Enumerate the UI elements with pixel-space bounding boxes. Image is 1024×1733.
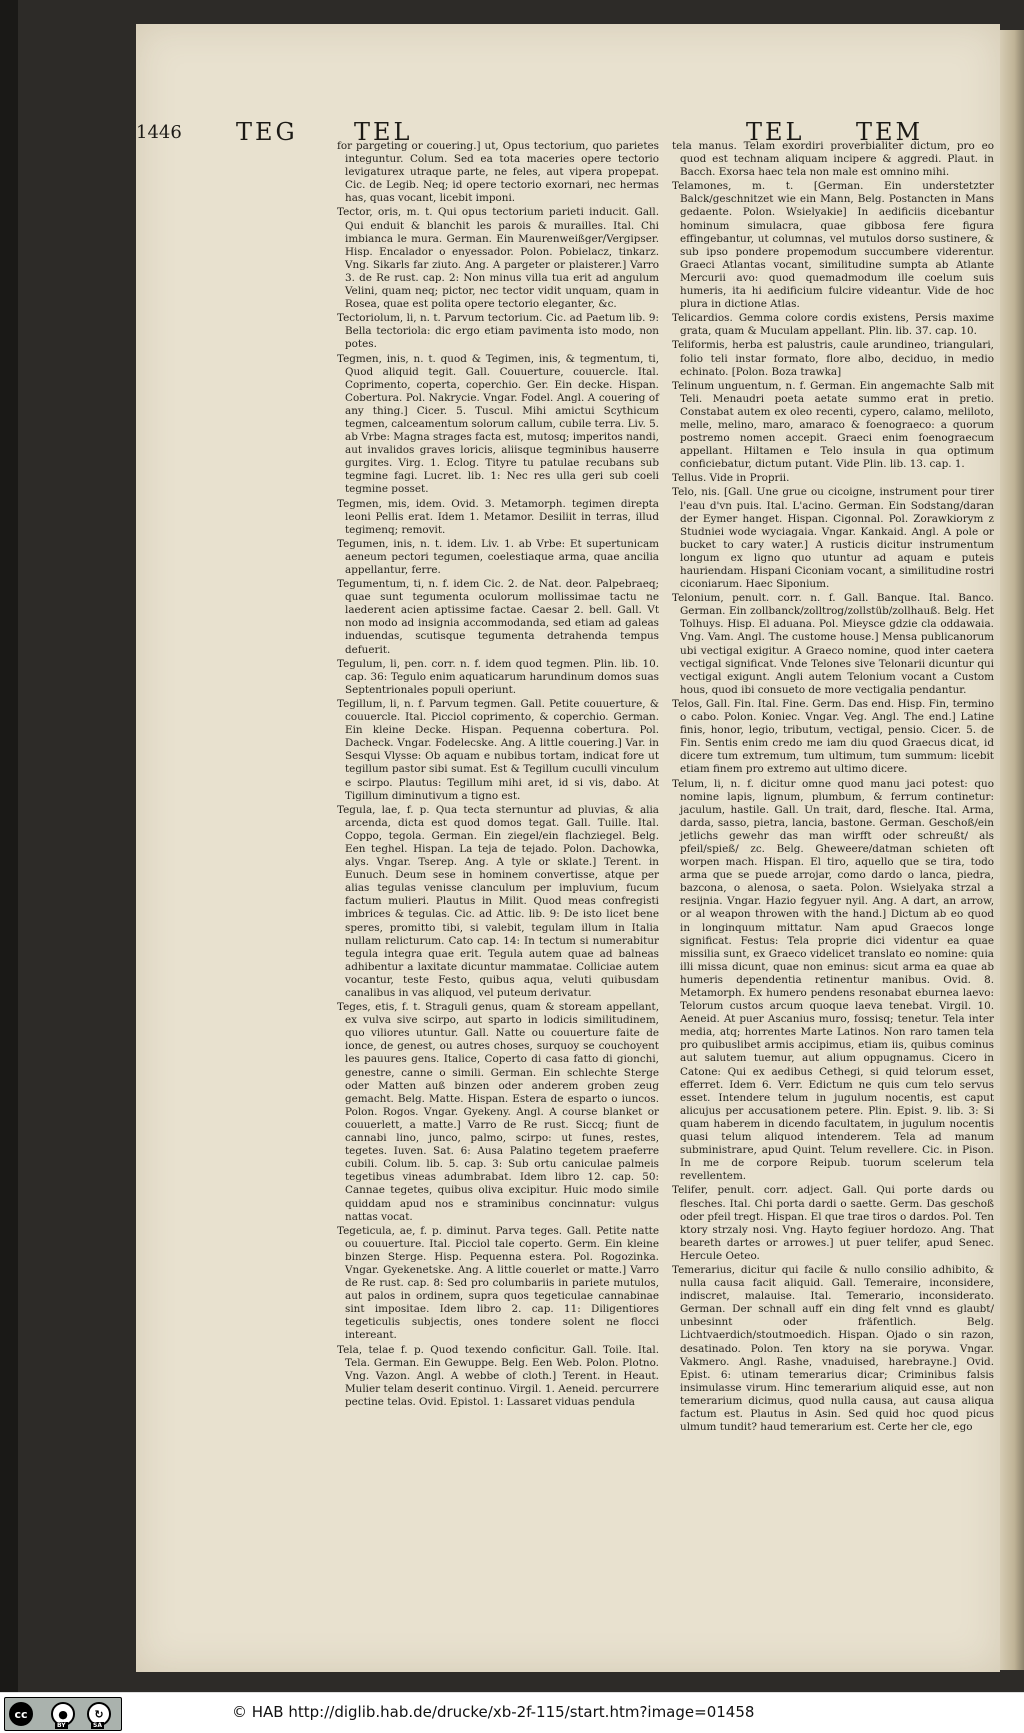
dictionary-entry: Telicardios. Gemma colore cordis existens, Persis maxime grata, quam & Muculam appellant. Plin. lib. 37. cap. 10. (672, 312, 994, 338)
dictionary-entry: Teges, etis, f. t. Straguli genus, quam & stoream appellant, ex vulva sive scirpo, aut sparto in lodicis similitudinem, quo viliores utuntur. Gall. Natte ou couuerture faite de ionce, de genest, ou autres choses, surquoy se couchoyent les pauures gens. Italice, Coperto di casa fatto di gionchi, genestre, canne o simili. German. Ein schlechte Sterge oder Matten auß binzen oder anderem groben zeug gemacht. Belg. Matte. Hispan. Estera de esparto o iuncos. Polon. Rogos. Vngar. Gyekeny. Angl. A course blanket or couuerlett, a matte.] Varro de Re rust. Siccq; fiunt de cannabi lino, junco, palmo, scirpo: ut funes, restes, tegetes. Iuven. Sat. 6: Ausa Palatino tegetem praeferre cubili. Colum. lib. 5. cap. 3: Sub ortu caniculae palmeis tegetibus vineas adumbrabat. Idem libro 12. cap. 50: Cannae tegetes, quibus oliva excipitur. Huic modo simile quiddam apud nos e straminibus concinnatur: vulgus nattas vocat. (337, 1001, 659, 1223)
running-head-word: TEL (746, 118, 805, 146)
creative-commons-license-badge[interactable] (4, 1697, 122, 1731)
dictionary-entry: Tector, oris, m. t. Qui opus tectorium parieti inducit. Gall. Qui enduit & blanchit les parois & murailles. Ital. Chi imbianca le mura. German. Ein Maurenweißger/Vergipser. Hisp. Encalador o enyessador. Polon. Pobielacz, tinkarz. Vng. Sikarls far ziuto. Ang. A pargeter or plaisterer.] Varro 3. de Re rust. cap. 2: Non minus villa tua erit ad angulum Velini, quam neq; pictor, nec tector vidit unquam, quam in Rosea, quae est polita opere tectorio eleganter, &c. (337, 206, 659, 311)
dictionary-entry: Tegillum, li, n. f. Parvum tegmen. Gall. Petite couuerture, & couuercle. Ital. Picciol coprimento, & coperchio. German. Ein kleine Decke. Hispan. Pequenna cobertura. Pol. Dacheck. Vngar. Fodelecske. Ang. A little couering.] Var. in Sesqui Vlysse: Ob aquam e nubibus tortam, indicat fore ut tegillum pastor sibi sumat. Est & Tegillum cuculli vinculum e scirpo. Plautus: Tegillum mihi aret, id si vis, dabo. At Tigillum diminutivum a tigno est. (337, 697, 659, 802)
attribution-person-icon: ● (51, 1702, 75, 1726)
cc-icon: cc (9, 1702, 33, 1726)
dictionary-entry: Temerarius, dicitur qui facile & nullo consilio adhibito, & nulla causa facit aliquid. Gall. Temeraire, inconsidere, indiscret, malauise. Ital. Temerario, inconsiderato. German. Der schnall auff ein ding felt vnnd es glaubt/ unbesinnt oder fräfentlich. Belg. Lichtvaerdich/stoutmoedich. Hispan. Ojado o sin razon, desatinado. Polon. Ten ktory na sie porywa. Vngar. Vakmero. Angl. Rashe, vnaduised, harebrayne.] Ovid. Epist. 6: utinam temerarius dicar; Criminibus falsis insimulasse virum. Hinc temerarium aliquid esse, aut non temerarium dicimus, quod nulla causa, aut causa aliqua factum est. Plautus in Asin. Sed quid hoc quod picus ulmum tundit? haud temerarium est. Certe her cle, ego (672, 1263, 994, 1434)
page-fore-edge (1000, 30, 1024, 1670)
dictionary-entry: Tegula, lae, f. p. Qua tecta sternuntur ad pluvias, & alia arcenda, dicta est quod domos tegat. Gall. Tuille. Ital. Coppo, tegola. German. Ein ziegel/ein flachziegel. Belg. Een teghel. Hispan. La teja de tejado. Polon. Dachowka, alys. Vngar. Tserep. Ang. A tyle or sklate.] Terent. in Eunuch. Deum sese in hominem convertisse, atque per alias tegulas venisse clanculum per impluvium, fucum factum mulieri. Plautus in Milit. Quod meas confregisti imbrices & tegulas. Cic. ad Attic. lib. 9: De isto licet bene speres, promitto tibi, si valebit, tegulam illum in Italia nullam relicturum. Cato cap. 14: In tectum si numerabitur tegula integra quae erit. Tegula autem quae ad balneas adhibentur a laxitate dicuntur mammatae. Colliciae autem vocantur, teste Festo, quibus aqua, veluti quibusdam canalibus in vas aliquod, vel puteum derivatur. (337, 803, 659, 999)
dictionary-entry: Tegmen, mis, idem. Ovid. 3. Metamorph. tegimen direpta leoni Pellis erat. Idem 1. Metamor. Desiliit in terras, illud tegimenq; removit. (337, 497, 659, 536)
dictionary-entry: Telo, nis. [Gall. Une grue ou cicoigne, instrument pour tirer l'eau d'vn puis. Ital. L'acino. German. Ein Sodstang/daran der Eymer hanget. Hispan. Cigonnal. Pol. Zorawkiorym z Studniei wode wyciagaia. Vngar. Kankaid. Angl. A pole or bucket to cary water.] A rusticis dicitur instrumentum longum ex ligno quo utuntur ad aquam e puteis hauriendam. Hispani Ciconiam vocant, a similitudine rostri ciconiarum. Haec Siponium. (672, 486, 994, 591)
left-column (337, 140, 659, 1408)
dictionary-entry: Tegmen, inis, n. t. quod & Tegimen, inis, & tegmentum, ti, Quod aliquid tegit. Gall. Couuerture, couuercle. Ital. Coprimento, coperta, coperchio. Ger. Ein decke. Hispan. Cobertura. Pol. Nakrycie. Vngar. Fodel. Angl. A couering of any thing.] Cicer. 5. Tuscul. Mihi amictui Scythicum tegmen, calceamentum solorum callum, cubile terra. Liv. 5. ab Vrbe: Magna strages facta est, mutosq; imperitos nandi, aut invalidos graves loricis, aliisque tegminibus hauserre gurgites. Virg. 1. Eclog. Tityre tu patulae recubans sub tegmine fagi. Lucret. lib. 1: Nec res ulla geri sub coeli tegmine posset. (337, 352, 659, 496)
badge-by-label: BY (57, 1722, 66, 1729)
running-head-word: TEL (354, 118, 413, 146)
share-alike-icon: ↻ (87, 1702, 111, 1726)
dictionary-entry: Tectoriolum, li, n. t. Parvum tectorium. Cic. ad Paetum lib. 9: Bella tectoriola: dic ergo etiam pavimenta isto modo, non potes. (337, 312, 659, 351)
dictionary-entry: tela manus. Telam exordiri proverbialiter dictum, pro eo quod est technam aliquam incipere & aggredi. Plaut. in Bacch. Exorsa haec tela non male est omnino mihi. (672, 140, 994, 179)
dictionary-entry: Telinum unguentum, n. f. German. Ein angemachte Salb mit Teli. Menaudri poeta aetate summo erat in pretio. Constabat autem ex oleo recenti, cypero, calamo, meliloto, melle, melino, maro, amaraco & foenograeco: a quorum postremo nomen accepit. Graeci enim foenograecum appellant. Hiltamen e Telo insula in qua optimum conficiebatur, dictum putant. Vide Plin. lib. 13. cap. 1. (672, 379, 994, 471)
dictionary-entry: Tegumen, inis, n. t. idem. Liv. 1. ab Vrbe: Et supertunicam aeneum pectori tegumen, coelestiaque arma, quae ancilia appellantur, ferre. (337, 537, 659, 576)
dictionary-entry: Tegeticula, ae, f. p. diminut. Parva teges. Gall. Petite natte ou couuerture. Ital. Picciol tale coperto. Germ. Ein kleine binzen Sterge. Hisp. Pequenna estera. Pol. Rogozinka. Vngar. Gyekenetske. Ang. A little couerlet or matte.] Varro de Re rust. cap. 8: Sed pro columbariis in pariete mutulos, aut palos in ordinem, supra quos tegeticulae cannabinae sint impositae. Idem libro 2. cap. 11: Diligentiores tegeticulis subjectis, ones tondere solent ne flocci intereant. (337, 1224, 659, 1342)
dictionary-entry: Tegulum, li, pen. corr. n. f. idem quod tegmen. Plin. lib. 10. cap. 36: Tegulo enim aquaticarum harundinum domos suas Septentrionales populi operiunt. (337, 657, 659, 696)
badge-sa-label: SA (93, 1722, 102, 1729)
page-number: 1446 (136, 122, 182, 143)
dictionary-entry: Telos, Gall. Fin. Ital. Fine. Germ. Das end. Hisp. Fin, termino o cabo. Polon. Koniec. Vngar. Veg. Angl. The end.] Latine finis, honor, legio, tributum, vectigal, pensio. Cicer. 5. de Fin. Sentis enim credo me iam diu quod Graecus dicat, id dicere tum extremum, tum ultimum, tum summum: licebit etiam finem pro extremo aut ultimo dicere. (672, 697, 994, 776)
footer-bar (0, 1692, 1024, 1733)
dictionary-entry: Tegumentum, ti, n. f. idem Cic. 2. de Nat. deor. Palpebraeq; quae sunt tegumenta oculorum mollissimae tactu ne laederent acien aptissime factae. Caesar 2. bell. Gall. Vt non modo ad insignia accommodanda, sed etiam ad galeas induendas, scutisque tegumenta detrahenda tempus defuerit. (337, 578, 659, 656)
dictionary-entry: for pargeting or couering.] ut, Opus tectorium, quo parietes integuntur. Colum. Sed ea tota maceries opere tectorio levigaturex utraque parte, ne feles, aut vipera propepat. Cic. de Legib. Neq; id opere tectorio exornari, nec hermas has, quas vocant, licebit imponi. (337, 140, 659, 205)
running-head-word: TEG (236, 118, 298, 146)
facing-page-edge (0, 0, 18, 1692)
dictionary-entry: Telonium, penult. corr. n. f. Gall. Banque. Ital. Banco. German. Ein zollbanck/zolltrog/zollstüb/zollhauß. Belg. Het Tolhuys. Hisp. El aduana. Pol. Mieysce gdzie cla oddawaia. Vng. Vam. Angl. The custome house.] Mensa publicanorum ubi vectigal exigitur. A Graeco nomine, quod inter caetera vectigal significat. Vnde Telones sive Telonarii dicuntur qui vectigal exigunt. Angli autem Telonium vocant a Custom hous, quod ibi consueto de more vectigalia pendantur. (672, 592, 994, 696)
dictionary-entry: Tellus. Vide in Proprii. (672, 472, 790, 485)
dictionary-entry: Telifer, penult. corr. adject. Gall. Qui porte dards ou flesches. Ital. Chi porta dardi o saette. Germ. Das geschoß oder pfeil tregt. Hispan. El que trae tiros o dardos. Pol. Ten ktory strzaly nosi. Vng. Hayto fegiuer hordozo. Ang. That beareth dartes or arrowes.] ut puer telifer, apud Senec. Hercule Oeteo. (672, 1184, 994, 1262)
dictionary-entry: Telamones, m. t. [German. Ein understetzter Balck/geschnitzet wie ein Mann, Belg. Postancten in Mans gedaente. Polon. Wsielyakie] In aedificiis dicebantur hominum simulacra, quae gibbosa fere figura effingebantur, ut columnas, vel mutulos dorso sustinere, & sub ipso pondere propemodum succumbere viderentur. Graeci Atlantas vocant, similitudine sumpta ab Atlante Mercurii avo: quod quemadmodum ille coelum suis humeris, ita hi aedificium fulcire videantur. Vide de hoc plura in dictione Atlas. (672, 180, 994, 311)
source-attribution-link[interactable]: © HAB http://diglib.hab.de/drucke/xb-2f-115/start.htm?image=01458 (232, 1703, 755, 1721)
dictionary-entry: Teliformis, herba est palustris, caule arundineo, triangulari, folio teli instar formato, flore albo, deciduo, in medio echinato. [Polon. Boza trawka] (672, 339, 994, 378)
dictionary-entry: Telum, li, n. f. dicitur omne quod manu jaci potest: quo nomine lapis, lignum, plumbum, & ferrum continetur: jaculum, hastile. Gall. Un trait, dard, flesche. Ital. Arma, darda, sasso, pietra, lancia, bastone. German. Geschoß/ein jetlichs gewehr das man wirfft oder schreußt/ als pfeil/spieß/ zc. Belg. Gheweere/datman schieten oft worpen mach. Hispan. El tiro, aquello que se tira, todo arma que se puede arrojar, como dardo o lanca, piedra, bazcona, o alenosa, o saeta. Polon. Wsielyaka strzal a resijnia. Vngar. Hazio fegyuer nyil. Ang. A dart, an arrow, or al weapon throwen with the hand.] Dictum ab eo quod in longinquum mittatur. Nam apud Graecos longe significat. Festus: Tela proprie dici videntur ea quae missilia sunt, ex Graeco videlicet translato eo nomine: quia illi missa dicunt, quae non eminus: sicut arma ea quae ab humeris dependentia retinentur manibus. Ovid. 8. Metamorph. Ex humero pendens resonabat eburnea laevo: Telorum custos arcum quoque laeva tenebat. Virgil. 10. Aeneid. At puer Ascanius muro, fossisq; tenetur. Tela inter media, atq; horrentes Marte Latinos. Non raro tamen tela pro quibuslibet armis accipimus, etiam iis, quibus cominus aut salutem tuemur, aut alium oppugnamus. Cicero in Catone: Qui ex aedibus Cethegi, si quid telorum esset, efferret. Idem 6. Verr. Edictum ne quis cum telo servus esset. Intendere telum in jugulum nocentis, est caput alicujus per accusationem petere. Plin. Epist. 9. lib. 3: Si quam haberem in dicendo facultatem, in jugulum nocentis quasi telum aliquod intenderem. Tela ad manum subministrare, apud Quint. Telum revellere. Cic. in Pison. In me de corpore Reipub. tuorum scelerum tela revellentem. (672, 777, 994, 1183)
dictionary-entry: Tela, telae f. p. Quod texendo conficitur. Gall. Toile. Ital. Tela. German. Ein Gewuppe. Belg. Een Web. Polon. Plotno. Vng. Vazon. Angl. A webbe of cloth.] Terent. in Heaut. Mulier telam deserit continuo. Virgil. 1. Aeneid. percurrere pectine telas. Ovid. Epistol. 1: Lassaret viduas pendula (337, 1343, 659, 1408)
right-column (672, 140, 994, 1434)
running-head-word: TEM (856, 118, 924, 146)
